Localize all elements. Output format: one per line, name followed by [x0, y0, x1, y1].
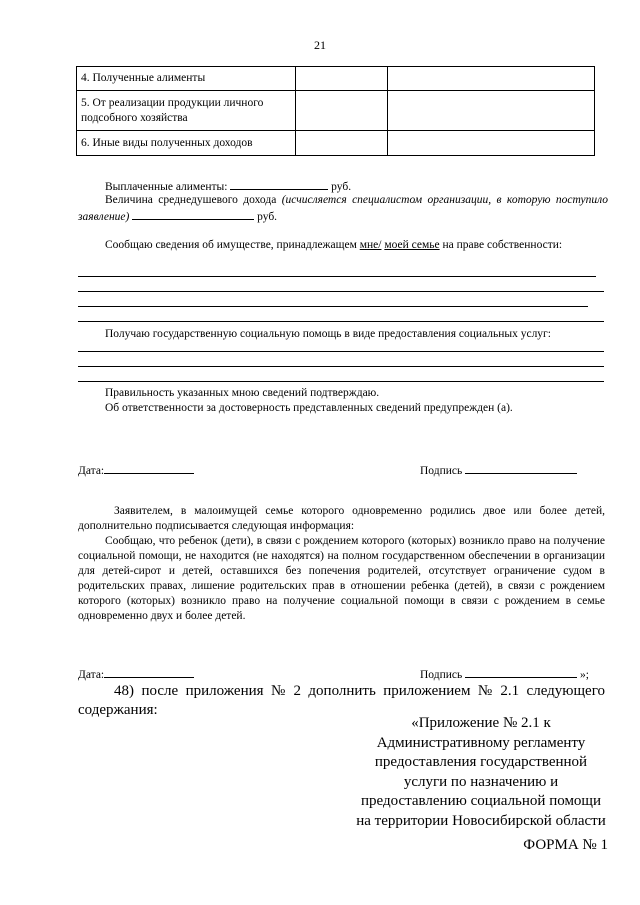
date-blank — [104, 666, 194, 678]
date-label: Дата: — [78, 669, 105, 681]
fill-line — [78, 276, 596, 277]
signature-blank — [465, 462, 577, 474]
avg-income-blank — [132, 208, 254, 220]
appendix-line: «Приложение № 2.1 к — [411, 715, 551, 731]
avg-income-label: Величина среднедушевого дохода — [105, 194, 277, 206]
property-suffix: на праве собственности: — [442, 239, 563, 251]
table-row — [77, 131, 595, 156]
date-blank — [104, 462, 194, 474]
appendix-header — [350, 714, 612, 831]
signature-blank — [465, 666, 577, 678]
signature-field-1 — [420, 462, 577, 479]
date-field-1 — [78, 462, 194, 479]
alimony-label: Выплаченные алименты: — [105, 181, 228, 193]
table-cell-label: 6. Иные виды полученных доходов — [77, 131, 296, 156]
item-48: 48) после приложения № 2 дополнить приложением № 2.1 следующего содержания: — [78, 683, 605, 718]
twins-text: Сообщаю, что ребенок (дети), в связи с рождением которого (которых) возникло право на получение социальной помощи, не находится (не находятся) на полном государственном обеспечении в организации для детей-сирот и детей, оставшихся без попечения родителей, отсутствует ограничение судом в родительских правах, лишение родительских прав в отношении ребенка (детей), в связи с рождением которого (которых) возникло право на получение социальной помощи в связи с рождением в семье одновременно двух и более детей. — [78, 535, 605, 622]
alimony-unit: руб. — [331, 181, 352, 193]
table-cell-value — [296, 67, 388, 91]
table-cell-value — [388, 131, 595, 156]
fill-line — [78, 381, 604, 382]
signature-label: Подпись — [420, 465, 463, 477]
signature-label: Подпись — [420, 669, 463, 681]
fill-line — [78, 321, 604, 322]
table-cell-value — [296, 131, 388, 156]
form-label: ФОРМА № 1 — [523, 837, 608, 853]
signature-field-2 — [420, 666, 589, 683]
property-family: моей семье — [384, 239, 440, 251]
confirm-text-2: Об ответственности за достоверность представленных сведений предупрежден (а). — [105, 402, 513, 414]
property-mine: мне/ — [359, 239, 382, 251]
social-aid-text: Получаю государственную социальную помощь в виде предоставления социальных услуг: — [105, 328, 551, 340]
fill-line — [78, 306, 588, 307]
page-number: 21 — [314, 38, 326, 52]
twins-intro: Заявителем, в малоимущей семье которого одновременно родились двое или более детей, дополнительно подписывается следующая информация: — [78, 505, 605, 532]
avg-income-paragraph — [78, 193, 608, 225]
table-cell-label: 4. Полученные алименты — [77, 67, 296, 91]
fill-line — [78, 291, 604, 292]
appendix-line: предоставлению социальной помощи — [360, 793, 602, 809]
appendix-line: Административному регламенту — [376, 734, 586, 751]
avg-income-note: (исчисляется специалистом организации, в которую поступило заявление) — [78, 194, 608, 223]
table-cell-value — [388, 91, 595, 131]
fill-line — [78, 366, 604, 367]
property-paragraph — [78, 238, 608, 253]
appendix-line: услуги по назначению и — [403, 773, 559, 790]
table-row — [77, 67, 595, 91]
table-cell-value — [388, 67, 595, 91]
table-row — [77, 91, 595, 131]
income-table — [76, 66, 595, 156]
alimony-blank — [230, 178, 328, 190]
date-label: Дата: — [78, 465, 105, 477]
fill-line — [78, 351, 604, 352]
table-cell-label: 5. От реализации продукции личного подсобного хозяйства — [77, 91, 296, 131]
property-prefix: Сообщаю сведения об имуществе, принадлежащем — [105, 239, 357, 251]
confirm-text-1: Правильность указанных мною сведений подтверждаю. — [105, 387, 380, 399]
table-cell-value — [296, 91, 388, 131]
signature-suffix: »; — [579, 669, 589, 681]
appendix-line: на территории Новосибирской области — [356, 812, 606, 829]
date-field-2 — [78, 666, 194, 683]
appendix-line: предоставления государственной — [374, 754, 588, 770]
avg-income-unit: руб. — [257, 211, 278, 223]
